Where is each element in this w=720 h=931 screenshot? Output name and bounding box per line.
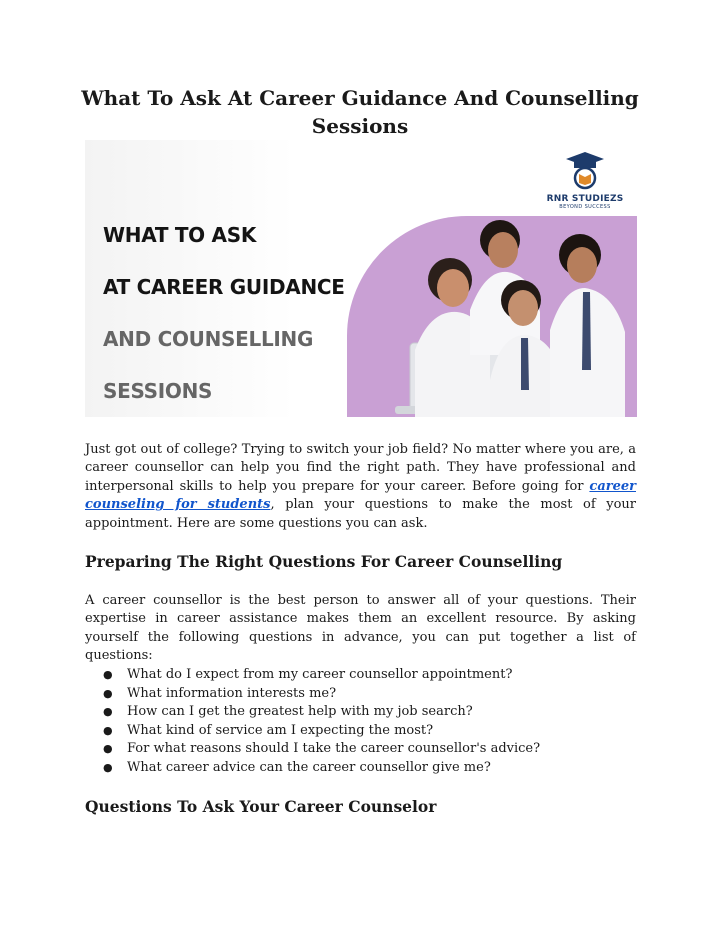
graduation-cap-icon [564,150,606,190]
bullet-icon: ● [103,742,113,756]
list-item [85,666,645,685]
intro-text-start: Just got out of college? Trying to switch your job field? No matter where you are, a career counsellor can help you find the right path. They have professional and interpersonal skills to help you prepare for your career. Before going for [85,442,636,494]
bullet-icon: ● [103,723,113,737]
headline-line-3: AND COUNSELLING [103,327,314,351]
list-item [85,722,645,741]
bullet-icon: ● [103,686,113,700]
logo-tagline: BEYOND SUCCESS [559,204,611,210]
career-counseling-link[interactable]: career counseling for students [85,478,636,513]
list-item [85,740,645,759]
intro-paragraph [85,441,636,533]
list-item-text: How can I get the greatest help with my job search? [127,704,473,720]
question-list [85,666,645,778]
bullet-icon: ● [103,705,113,719]
headline-line-2: AT CAREER GUIDANCE [103,275,345,299]
list-item-text: What kind of service am I expecting the most? [127,722,434,738]
page-title: What To Ask At Career Guidance And Counselling Sessions [81,86,639,138]
bullet-icon: ● [103,760,113,774]
intro-text-end: , plan your questions to make the most of your appointment. Here are some questions you can ask. [85,497,636,531]
list-item-text: What do I expect from my career counsellor appointment? [127,667,513,682]
bullet-icon: ● [103,668,113,681]
banner-image [85,140,637,417]
section-heading-preparing: Preparing The Right Questions For Career Counselling [85,552,563,571]
headline-line-1: WHAT TO ASK [103,223,257,247]
list-item-text: What career advice can the career counsellor give me? [127,759,491,775]
list-item-text: For what reasons should I take the career counsellor's advice? [127,741,541,757]
logo-name: RNR STUDIEZS [546,194,624,204]
section-paragraph: A career counsellor is the best person to answer all of your questions. Their expertise in career assistance makes them an excellent resource. By asking yourself the following questions in advance, you can put together a list of questions: [85,593,636,664]
list-item [85,759,645,778]
headline-line-4: SESSIONS [103,379,213,403]
list-item [85,685,645,704]
section-heading-questions: Questions To Ask Your Career Counselor [85,797,437,816]
brand-logo [540,150,630,210]
list-item-text: What information interests me? [127,685,337,701]
list-item [85,703,645,722]
banner-headline [103,196,363,417]
